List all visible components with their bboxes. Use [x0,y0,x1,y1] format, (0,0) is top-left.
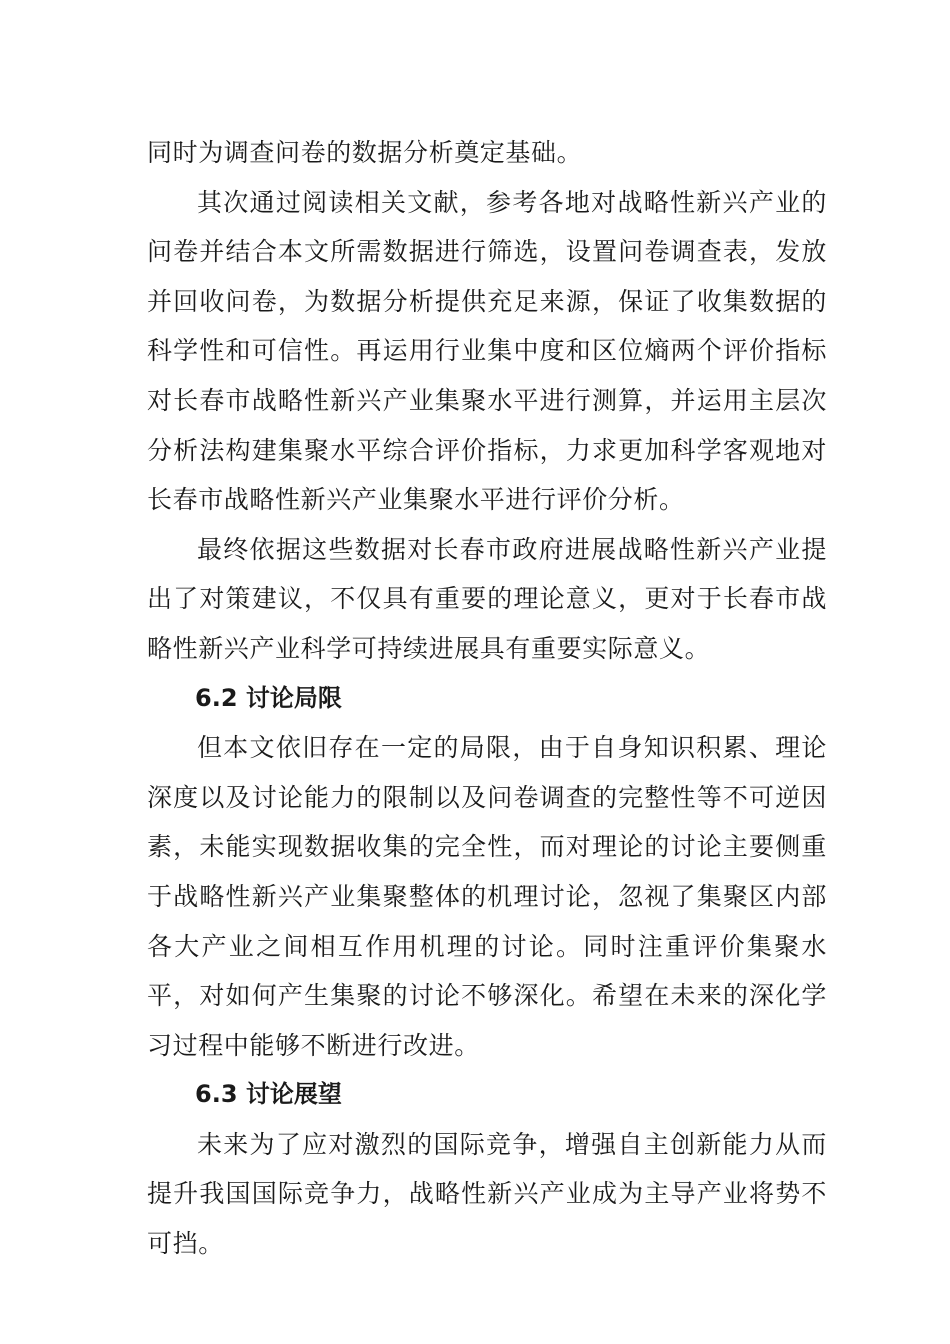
paragraph-continuation: 同时为调查问卷的数据分析奠定基础。 [147,138,583,167]
body-text [147,128,827,1269]
section-heading-6-3: 6.3 讨论展望 [195,1080,342,1109]
paragraph-outlook: 未来为了应对激烈的国际竞争，增强自主创新能力从而提升我国国际竞争力，战略性新兴产业成为主导产业将势不可挡。 [147,1129,827,1259]
paragraph-conclusion: 最终依据这些数据对长春市政府进展战略性新兴产业提出了对策建议，不仅具有重要的理论意义，更对于长春市战略性新兴产业科学可持续进展具有重要实际意义。 [147,534,827,663]
paragraph-limitations: 但本文依旧存在一定的局限，由于自身知识积累、理论深度以及讨论能力的限制以及问卷调查的完整性等不可逆因素，未能实现数据收集的完全性，而对理论的讨论主要侧重于战略性新兴产业集聚整体的机理讨论，忽视了集聚区内部各大产业之间相互作用机理的讨论。同时注重评价集聚水平，对如何产生集聚的讨论不够深化。希望在未来的深化学习过程中能够不断进行改进。 [147,733,827,1060]
paragraph-methods: 其次通过阅读相关文献，参考各地对战略性新兴产业的问卷并结合本文所需数据进行筛选，设置问卷调查表，发放并回收问卷，为数据分析提供充足来源，保证了收集数据的科学性和可信性。再运用行业集中度和区位熵两个评价指标对长春市战略性新兴产业集聚水平进行测算，并运用主层次分析法构建集聚水平综合评价指标，力求更加科学客观地对长春市战略性新兴产业集聚水平进行评价分析。 [147,187,827,515]
section-heading-6-2: 6.2 讨论局限 [195,683,342,712]
